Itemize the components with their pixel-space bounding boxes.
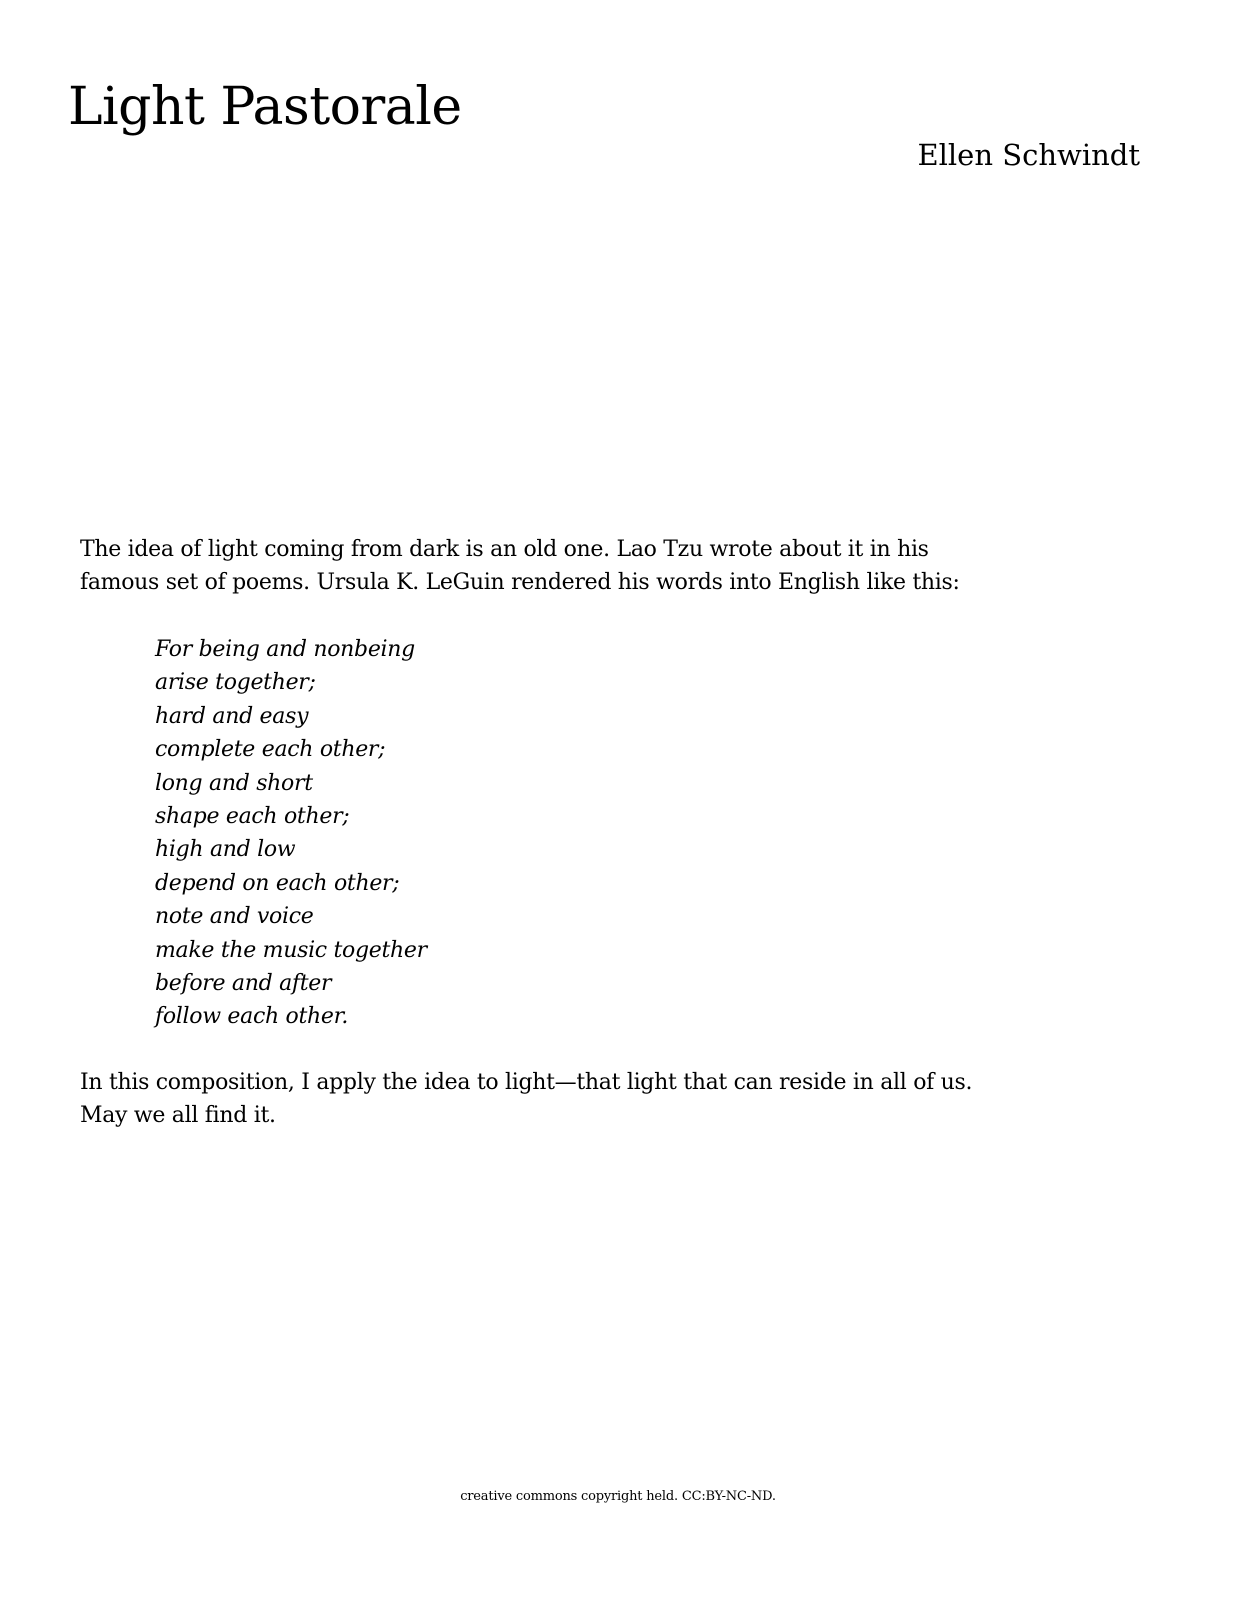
outro-line: In this composition, I apply the idea to light—that light that can reside in all of us. [80, 1070, 973, 1095]
outro-line: May we all find it. [80, 1103, 276, 1128]
poem-line: hard and easy [155, 703, 309, 729]
intro-line: famous set of poems. Ursula K. LeGuin rendered his words into English like this: [80, 570, 960, 595]
poem-line: follow each other. [155, 1004, 349, 1030]
poem-line: depend on each other; [155, 870, 400, 896]
poem-line: make the music together [155, 937, 427, 963]
intro-line: The idea of light coming from dark is an old one. Lao Tzu wrote about it in his [80, 537, 929, 562]
copyright-footer: creative commons copyright held. CC:BY-NC-ND. [460, 1489, 776, 1504]
poem-quote [155, 633, 427, 1034]
outro-paragraph [80, 1066, 1170, 1132]
poem-line: long and short [155, 770, 313, 796]
poem-line: high and low [155, 837, 296, 863]
poem-line: shape each other; [155, 804, 350, 830]
poem-line: For being and nonbeing [155, 637, 415, 662]
composer-name: Ellen Schwindt [917, 138, 1140, 172]
poem-line: arise together; [155, 670, 316, 696]
intro-paragraph [80, 533, 1170, 599]
page-title: Light Pastorale [68, 77, 462, 137]
poem-line: before and after [155, 971, 332, 997]
poem-line: complete each other; [155, 737, 386, 763]
poem-line: note and voice [155, 904, 314, 930]
